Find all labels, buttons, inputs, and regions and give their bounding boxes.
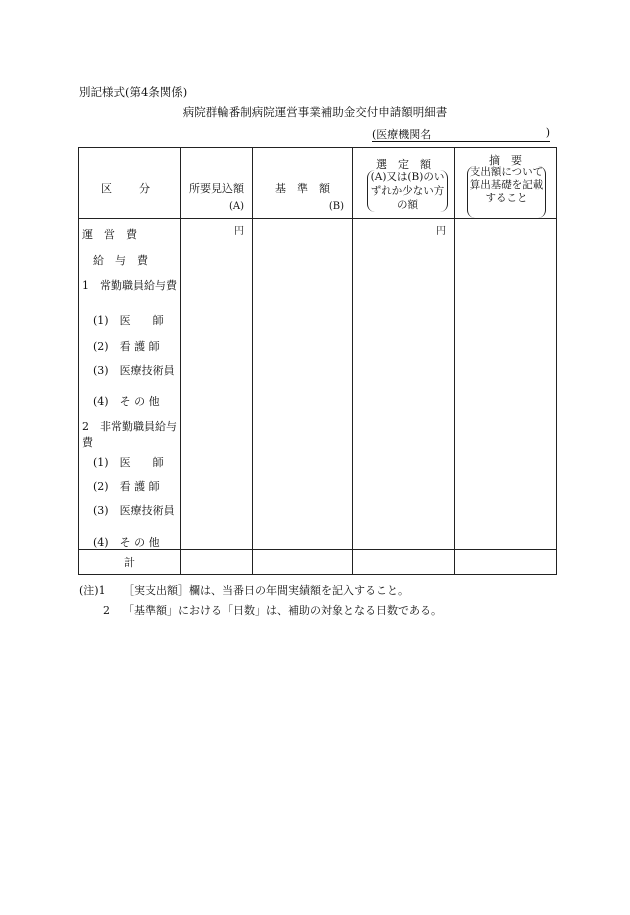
total-label: 計: [79, 550, 181, 575]
institution-underline: [372, 141, 550, 142]
note-2: 2 「基準額」における「日数」は、補助の対象となる日数である。: [103, 604, 442, 617]
selected-note: (A)又は(B)のいずれか少ない方の額: [367, 170, 448, 212]
note-1: (注)1 ［実支出額］欄は、当番日の年間実績額を記入すること。: [79, 584, 409, 597]
yen-unit-selected: 円: [436, 226, 446, 237]
category-item: 2 非常勤職員給与費: [82, 420, 177, 449]
total-row: [79, 550, 557, 575]
document-title: 病院群輪番制病院運営事業補助金交付申請額明細書: [182, 105, 448, 119]
category-item: 1 常勤職員給与費: [82, 279, 177, 292]
institution-close-paren: ): [545, 126, 550, 139]
standard-amount-cell[interactable]: [253, 219, 353, 550]
category-item: (2) 看 護 師: [82, 480, 160, 493]
mark-b: (B): [328, 201, 344, 212]
summary-note: 支出額について算出基礎を記載すること: [467, 166, 546, 218]
header-required: 所要見込額 (A): [181, 148, 253, 219]
total-required-cell[interactable]: [181, 550, 253, 575]
category-item: (1) 医 師: [82, 456, 164, 469]
category-item: (2) 看 護 師: [82, 340, 160, 353]
header-summary: 摘 要 支出額について算出基礎を記載すること: [455, 148, 557, 219]
category-cell: [79, 219, 181, 550]
total-selected-cell[interactable]: [353, 550, 455, 575]
summary-cell[interactable]: [455, 219, 557, 550]
category-item: (3) 医療技術員: [82, 504, 175, 517]
mark-a: (A): [228, 201, 244, 212]
category-item: 運 営 費: [82, 228, 137, 241]
detail-table: [78, 147, 557, 575]
selected-amount-cell[interactable]: [353, 219, 455, 550]
body-row: [79, 219, 557, 550]
header-row: [79, 148, 557, 219]
total-summary-cell[interactable]: [455, 550, 557, 575]
header-standard: 基 準 額 (B): [253, 148, 353, 219]
category-item: (1) 医 師: [82, 314, 164, 327]
category-item: 給 与 費: [82, 254, 148, 267]
total-standard-cell[interactable]: [253, 550, 353, 575]
form-code: 別記様式(第4条関係): [79, 85, 188, 99]
yen-unit-required: 円: [234, 226, 244, 237]
institution-label: (医療機関名: [372, 128, 432, 141]
category-item: (4) そ の 他: [82, 536, 160, 549]
header-category: 区 分: [79, 148, 181, 219]
category-item: (3) 医療技術員: [82, 364, 175, 377]
header-selected: 選 定 額 (A)又は(B)のいずれか少ない方の額: [353, 148, 455, 219]
required-amount-cell[interactable]: [181, 219, 253, 550]
category-item: (4) そ の 他: [82, 395, 160, 408]
notes: [79, 581, 442, 621]
